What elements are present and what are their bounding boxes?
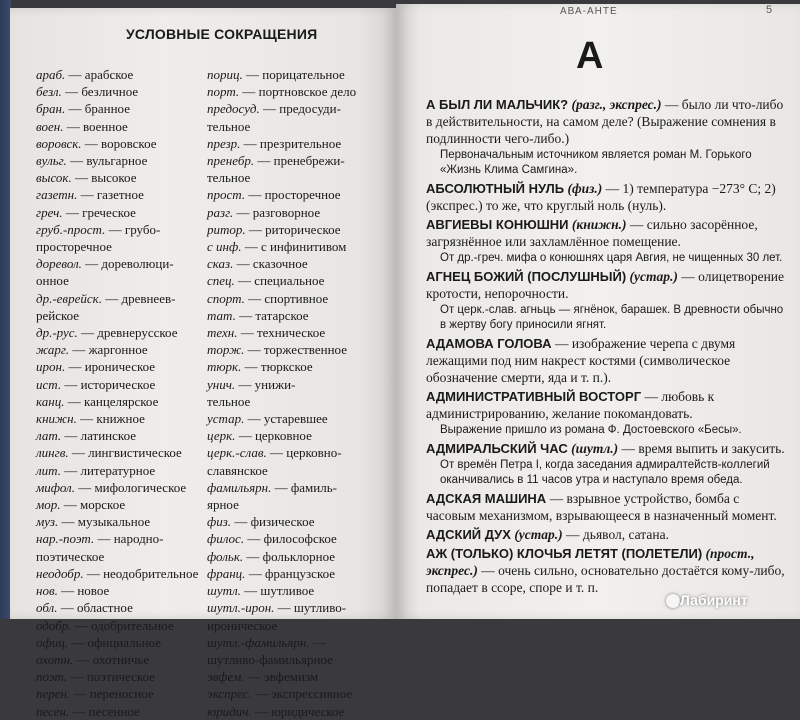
abbreviation: безл. <box>36 84 62 100</box>
entry-note: Первоначальным источником является роман М. Горького «Жизнь Клима Самгина». <box>440 149 752 176</box>
abbreviation-line <box>36 118 201 135</box>
abbreviation-expansion: — юридическое <box>251 703 345 719</box>
entry-headword: АГНЕЦ БОЖИЙ (ПОСЛУШНЫЙ) <box>426 269 627 284</box>
abbreviation-expansion: — тюркское <box>241 359 313 375</box>
abbreviation-expansion: — мифологическое <box>74 479 187 495</box>
abbreviation: др.-еврейск. <box>36 290 102 306</box>
entry-headword: АДСКИЙ ДУХ <box>426 527 511 542</box>
abbreviation-expansion: — морское <box>60 497 126 513</box>
abbreviation: муз. <box>36 514 59 530</box>
abbreviation: греч. <box>36 204 63 220</box>
abbreviation: книжн. <box>36 411 77 427</box>
abbreviation-line <box>36 634 201 651</box>
abbreviation-expansion: — военное <box>63 118 128 134</box>
abbreviation-expansion: — канцелярское <box>64 393 159 409</box>
entry-body <box>426 490 790 524</box>
abbreviation: сказ. <box>207 256 234 272</box>
abbreviation: эвфем. <box>207 669 245 685</box>
abbreviation-expansion: — французское <box>245 565 336 581</box>
entry-headword: АВГИЕВЫ КОНЮШНИ <box>426 217 569 232</box>
abbreviation-line <box>36 83 201 100</box>
abbreviation-line <box>36 169 201 186</box>
abbreviation-line <box>36 255 201 272</box>
abbreviation-expansion: — физическое <box>231 514 315 530</box>
abbreviation-expansion: — вульгарное <box>66 153 148 169</box>
entry-headword: АДАМОВА ГОЛОВА <box>426 336 552 351</box>
abbreviation-line <box>36 238 201 255</box>
entry-body <box>426 268 790 302</box>
abbreviation-line <box>36 530 201 547</box>
abbreviation: спорт. <box>207 290 245 306</box>
entry-definition: — сильно засорённое, загрязнённое или захламлённое помещение. <box>426 217 758 249</box>
dictionary-entry <box>426 388 790 438</box>
abbreviation: ритор. <box>207 221 246 237</box>
abbreviation-line <box>207 444 385 461</box>
entry-headword: АЖ (ТОЛЬКО) КЛОЧЬЯ ЛЕТЯТ (ПОЛЕТЕЛИ) <box>426 546 703 561</box>
abbreviation: разг. <box>207 204 234 220</box>
abbreviation: тат. <box>207 307 236 323</box>
abbreviation-line <box>207 100 385 117</box>
abbreviation-expansion: — портновское дело <box>239 84 357 100</box>
abbreviation: мор. <box>36 497 61 513</box>
abbreviation-expansion: — высокое <box>71 170 137 186</box>
abbreviation-line <box>36 548 201 565</box>
abbreviation: жарг. <box>36 342 70 358</box>
abbreviation: презр. <box>207 135 241 151</box>
abbreviation-line <box>36 290 201 307</box>
abbreviation: экспрес. <box>207 686 252 702</box>
abbreviation-line <box>36 358 201 375</box>
abbreviation-expansion: — порицательное <box>242 67 345 82</box>
abbreviation-line <box>207 651 385 668</box>
entry-note: От др.-греч. мифа о конюшнях царя Авгия, не чищенных 30 лет. <box>440 252 783 264</box>
abbreviation-line <box>207 358 385 375</box>
dictionary-entry <box>426 96 790 178</box>
abbreviation-expansion: — риторическое <box>245 221 341 237</box>
abbreviation: пориц. <box>207 67 243 82</box>
abbreviation: песен. <box>36 703 70 719</box>
abbreviation-line <box>207 290 385 307</box>
abbreviation-expansion: — шутливо- <box>274 600 347 616</box>
abbreviation: поэт. <box>36 669 68 685</box>
abbreviations-column-2 <box>207 66 385 720</box>
abbreviation-expansion: — просторечное <box>245 187 341 203</box>
abbreviation: офиц. <box>36 634 68 650</box>
abbreviation-line <box>207 427 385 444</box>
abbreviation-expansion: — книжное <box>76 411 145 427</box>
entry-label: (устар.) <box>626 269 678 284</box>
abbreviation: перен. <box>36 686 71 702</box>
abbreviation-line <box>207 376 385 393</box>
abbreviation-expansion: — охотничье <box>73 651 150 667</box>
abbreviation: бран. <box>36 101 66 117</box>
abbreviations-column-1 <box>36 66 201 720</box>
abbreviation-line <box>207 462 385 479</box>
running-head: АВА-АНТЕ <box>560 6 618 17</box>
entry-headword: АДМИРАЛЬСКИЙ ЧАС <box>426 441 568 456</box>
abbreviation: лат. <box>36 428 62 444</box>
abbreviation-expansion: — поэтическое <box>67 669 156 685</box>
section-letter: А <box>576 35 604 77</box>
abbreviation: фольк. <box>207 548 244 564</box>
abbreviation: устар. <box>207 411 245 427</box>
abbreviation-line <box>207 83 385 100</box>
abbreviation-expansion: славянское <box>207 462 268 478</box>
abbreviation: порт. <box>207 84 240 100</box>
abbreviation-line <box>36 496 201 513</box>
abbreviation-expansion: — музыкальное <box>58 514 151 530</box>
abbreviation-line <box>207 204 385 221</box>
abbreviation: араб. <box>36 67 66 82</box>
abbreviation-expansion: — одобрительное <box>71 617 174 633</box>
abbreviation: физ. <box>207 514 232 530</box>
abbreviation-expansion: тельное <box>207 170 251 186</box>
abbreviation: юридич. <box>207 703 252 719</box>
abbreviation-line <box>207 703 385 720</box>
abbreviation: ист. <box>36 376 62 392</box>
entry-label: (физ.) <box>564 181 603 196</box>
abbreviation-line <box>36 307 201 324</box>
dictionary-entry <box>426 526 790 543</box>
entry-headword: АДСКАЯ МАШИНА <box>426 491 547 506</box>
abbreviation: шутл. <box>207 583 241 599</box>
dictionary-entry <box>426 180 790 214</box>
abbreviation-line <box>36 513 201 530</box>
entry-label: (прост., экспрес.) <box>426 546 755 578</box>
abbreviation-line <box>36 479 201 496</box>
entry-definition: — дьявол, сатана. <box>562 527 669 542</box>
abbreviation: груб.-прост. <box>36 221 106 237</box>
abbreviation: высок. <box>36 170 72 186</box>
abbreviation-expansion: — разговорное <box>233 204 321 220</box>
abbreviation-expansion: — лингвистическое <box>68 445 182 461</box>
abbreviation: канц. <box>36 393 65 409</box>
abbreviation-expansion: — дореволюци- <box>81 256 174 272</box>
entry-definition: — 1) температура −273° С; 2) (экспрес.) то же, что круглый ноль (нуль). <box>426 181 776 213</box>
entry-label: (книжн.) <box>568 217 627 232</box>
abbreviation-line <box>36 668 201 685</box>
abbreviation-line <box>36 393 201 410</box>
abbreviation: охотн. <box>36 651 74 667</box>
abbreviation: неодобр. <box>36 565 84 581</box>
entry-body <box>426 335 790 386</box>
abbreviation-expansion: — шутливое <box>240 583 315 599</box>
entry-note: Выражение пришло из романа Ф. Достоевского «Бесы». <box>440 424 742 436</box>
abbreviation-expansion: — техническое <box>237 325 326 341</box>
abbreviation-expansion: — торжественное <box>244 342 347 358</box>
abbreviation-expansion: — фольклорное <box>243 548 336 564</box>
abbreviation: франц. <box>207 565 246 581</box>
abbreviation-expansion: поэтическое <box>36 548 105 564</box>
entry-definition: — любовь к администрированию, желание покомандовать. <box>426 389 715 421</box>
entry-body <box>426 440 790 457</box>
entry-body <box>426 96 790 147</box>
abbreviation: др.-рус. <box>36 325 78 341</box>
abbreviation-line <box>207 565 385 582</box>
entry-body <box>426 545 790 596</box>
abbreviation-line <box>36 272 201 289</box>
entry-headword: АБСОЛЮТНЫЙ НУЛЬ <box>426 181 565 196</box>
abbreviation: с инф. <box>207 239 242 255</box>
abbreviation-expansion: — новое <box>57 583 110 599</box>
entry-label: (разг., экспрес.) <box>568 97 662 112</box>
abbreviation-expansion: — специальное <box>234 273 325 289</box>
abbreviation-line <box>207 410 385 427</box>
abbreviation-expansion: — бранное <box>65 101 130 117</box>
abbreviation-line <box>207 599 385 616</box>
abbreviation-expansion: — предосуди- <box>259 101 341 117</box>
abbreviation-line <box>207 307 385 324</box>
abbreviation-line <box>36 703 201 720</box>
abbreviation-line <box>207 341 385 358</box>
abbreviation-expansion: — с инфинитивом <box>241 239 347 255</box>
abbreviation-line <box>207 186 385 203</box>
abbreviation: газетн. <box>36 187 78 203</box>
abbreviation-expansion: — неодобрительное <box>83 565 199 581</box>
abbreviation-expansion: — фамиль- <box>271 479 337 495</box>
watermark: Лабиринт <box>680 592 748 608</box>
abbreviation-line <box>207 221 385 238</box>
entry-definition: — олицетворение кротости, непорочности. <box>426 269 785 301</box>
abbreviation-expansion: — безличное <box>61 84 139 100</box>
entry-body <box>426 526 790 543</box>
page-number: 5 <box>766 4 773 16</box>
abbreviation: воровск. <box>36 135 82 151</box>
abbreviation: одобр. <box>36 617 72 633</box>
abbreviation-expansion: — газетное <box>77 187 144 203</box>
abbreviation-expansion: ироническое <box>207 617 278 633</box>
abbreviation-expansion: — устаревшее <box>244 411 328 427</box>
abbreviation-expansion: онное <box>36 273 69 289</box>
abbreviation-expansion: — народно- <box>94 531 164 547</box>
abbreviation-line <box>207 668 385 685</box>
abbreviation-expansion: — греческое <box>62 204 136 220</box>
abbreviation-expansion: — переносное <box>70 686 154 702</box>
abbreviation-line <box>36 341 201 358</box>
abbreviation: торж. <box>207 342 245 358</box>
abbreviation-expansion: — древнеев- <box>101 290 176 306</box>
abbreviation-expansion: — церковно- <box>266 445 342 461</box>
dictionary-entries <box>426 96 790 598</box>
abbreviation: филос. <box>207 531 245 547</box>
abbreviation: воен. <box>36 118 64 134</box>
abbreviation-expansion: — областное <box>57 600 133 616</box>
abbreviation-line <box>36 685 201 702</box>
abbreviation-line <box>207 324 385 341</box>
abbreviation-line <box>207 152 385 169</box>
abbreviation: церк.-слав. <box>207 445 267 461</box>
abbreviation-line <box>36 599 201 616</box>
abbreviation-expansion: — арабское <box>65 67 134 82</box>
abbreviation-expansion: — жаргонное <box>69 342 148 358</box>
abbreviation-expansion: — спортивное <box>244 290 329 306</box>
abbreviation-line <box>207 118 385 135</box>
abbreviation-line <box>36 100 201 117</box>
abbreviation-line <box>207 513 385 530</box>
abbreviation: лингв. <box>36 445 69 461</box>
abbreviation-line <box>36 221 201 238</box>
abbreviation-line <box>207 393 385 410</box>
dictionary-entry <box>426 490 790 524</box>
abbreviation-line <box>36 376 201 393</box>
labirint-logo-icon <box>666 594 680 608</box>
abbreviation-line <box>36 324 201 341</box>
abbreviation: ирон. <box>36 359 66 375</box>
entry-note: От времён Петра I, когда заседания адмиралтейств-коллегий оканчивались в 11 часов утра и наступало время обеда. <box>440 459 770 486</box>
abbreviation-expansion: — эвфемизм <box>244 669 319 685</box>
abbreviation-expansion: — историческое <box>61 376 156 392</box>
abbreviation: пренебр. <box>207 153 255 169</box>
abbreviation-line <box>207 135 385 152</box>
abbreviation-expansion: просторечное <box>36 239 112 255</box>
entry-note: От церк.-слав. агньць — ягнёнок, барашек. В древности обычно в жертву богу приносили ягнят. <box>440 304 784 331</box>
abbreviation-line <box>207 634 385 651</box>
abbreviation-line <box>207 66 385 83</box>
abbreviation: церк. <box>207 428 236 444</box>
abbreviation-line <box>36 444 201 461</box>
abbreviation-expansion: — унижи- <box>235 376 296 392</box>
abbreviation: прост. <box>207 187 246 203</box>
abbreviation-expansion: ярное <box>207 497 239 513</box>
abbreviation-line <box>36 617 201 634</box>
entry-definition: — очень сильно, основательно достаётся кому-либо, попадает в ссоре, споре и т. п. <box>426 563 785 595</box>
entry-body <box>426 388 790 422</box>
dictionary-entry <box>426 440 790 488</box>
abbreviation: мифол. <box>36 479 75 495</box>
dictionary-entry <box>426 335 790 386</box>
abbreviation-line <box>36 66 201 83</box>
abbreviation-expansion: тельное <box>207 393 251 409</box>
abbreviation: спец. <box>207 273 235 289</box>
abbreviation-line <box>207 255 385 272</box>
abbreviation-expansion: — экспрессивное <box>251 686 353 702</box>
abbreviation-expansion: тельное <box>207 118 251 134</box>
entry-body <box>426 180 790 214</box>
abbreviation: доревол. <box>36 256 82 272</box>
abbreviation: техн. <box>207 325 238 341</box>
abbreviation-line <box>207 496 385 513</box>
abbreviation-line <box>36 186 201 203</box>
abbreviation: фамильярн. <box>207 479 272 495</box>
abbreviation-expansion: — литературное <box>60 462 156 478</box>
abbreviation-line <box>207 617 385 634</box>
abbreviation-expansion: — древнерусское <box>77 325 178 341</box>
abbreviation-expansion: — <box>309 634 326 650</box>
dictionary-entry <box>426 545 790 596</box>
abbreviation-line <box>36 204 201 221</box>
abbreviation-line <box>36 651 201 668</box>
abbreviation-line <box>36 427 201 444</box>
abbreviation-line <box>207 479 385 496</box>
abbreviation-expansion: — латинское <box>61 428 136 444</box>
abbreviation-line <box>207 548 385 565</box>
abbreviation-line <box>36 152 201 169</box>
entry-definition: — было ли что-либо в действительности, на самом деле? (Выражение сомнения в подлинности чего-либо.) <box>426 97 784 146</box>
abbreviation-expansion: — философское <box>244 531 337 547</box>
abbreviation-expansion: — татарское <box>235 307 309 323</box>
entry-label: (устар.) <box>510 527 563 542</box>
entry-headword: А БЫЛ ЛИ МАЛЬЧИК? <box>426 97 569 112</box>
abbreviation-expansion: — песенное <box>69 703 140 719</box>
abbreviation-expansion: — пренебрежи- <box>254 153 345 169</box>
dictionary-entry <box>426 268 790 333</box>
abbreviation-line <box>36 582 201 599</box>
abbreviation-line <box>36 410 201 427</box>
abbreviation: шутл.-фамильярн. <box>207 634 310 650</box>
abbreviation-expansion: — воровское <box>81 135 157 151</box>
abbreviation: предосуд. <box>207 101 260 117</box>
abbreviation-expansion: — официальное <box>67 634 161 650</box>
abbreviation-expansion: рейское <box>36 307 80 323</box>
abbreviation-line <box>207 169 385 186</box>
abbreviation-line <box>207 272 385 289</box>
abbreviation-expansion: — сказочное <box>233 256 308 272</box>
abbreviation-expansion: — грубо- <box>105 221 161 237</box>
abbreviation: тюрк. <box>207 359 242 375</box>
abbreviation: унич. <box>207 376 236 392</box>
abbreviation-line <box>36 462 201 479</box>
abbreviation-line <box>207 530 385 547</box>
abbreviation-line <box>36 135 201 152</box>
abbreviation: лит. <box>36 462 61 478</box>
abbreviation-line <box>207 582 385 599</box>
abbreviation: шутл.-ирон. <box>207 600 275 616</box>
abbreviation: нар.-поэт. <box>36 531 95 547</box>
abbreviation-line <box>207 685 385 702</box>
dictionary-entry <box>426 216 790 266</box>
abbreviation-expansion: — ироническое <box>65 359 156 375</box>
abbreviation: обл. <box>36 600 58 616</box>
abbreviation-line <box>207 238 385 255</box>
entry-definition: — взрывное устройство, бомба с часовым механизмом, взрывающееся в назначенный момент. <box>426 491 777 523</box>
entry-label: (шутл.) <box>567 441 619 456</box>
entry-definition: — изображение черепа с двумя лежащими под ним накрест костями (символическое обозначение смерти, яда и т. п.). <box>426 336 736 385</box>
entry-definition: — время выпить и закусить. <box>618 441 785 456</box>
abbreviation-expansion: — презрительное <box>240 135 342 151</box>
entry-body <box>426 216 790 250</box>
abbreviation-expansion: шутливо-фамильярное <box>207 651 333 667</box>
abbreviation: вульг. <box>36 153 67 169</box>
abbreviation-expansion: — церковное <box>235 428 312 444</box>
entry-headword: АДМИНИСТРАТИВНЫЙ ВОСТОРГ <box>426 389 642 404</box>
abbreviation-line <box>36 565 201 582</box>
abbreviation: нов. <box>36 583 58 599</box>
abbreviations-heading: УСЛОВНЫЕ СОКРАЩЕНИЯ <box>126 26 318 42</box>
